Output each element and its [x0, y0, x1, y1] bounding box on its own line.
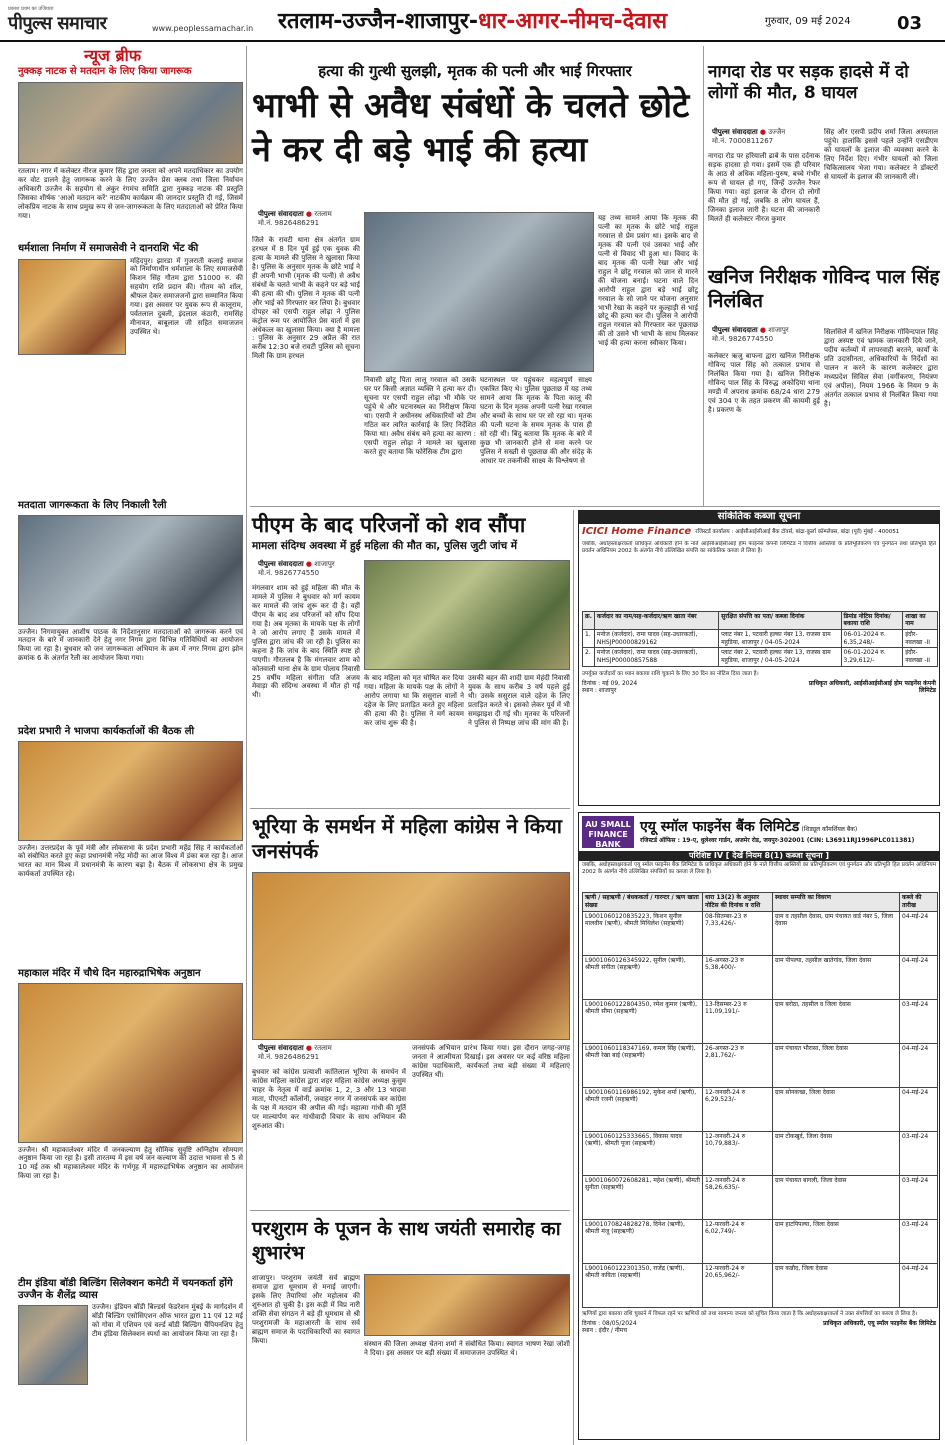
brief-photo: [18, 515, 243, 625]
brief-title: नुक्कड़ नाटक से मतदान के लिए किया जागरूक: [18, 66, 192, 77]
mobile-number: मो.नं. 9826774550: [712, 334, 774, 343]
table-header: धारा 13(2) के अनुसार नोटिस की दिनांक व राशि: [703, 893, 773, 911]
pm-headline: पीएम के बाद परिजनों को शव सौंपा: [252, 513, 526, 537]
lead-photo: [364, 212, 594, 372]
nagda-column-2: सिंह और एसपी प्रदीप शर्मा जिला अस्पताल पहुंचे। हालांकि इससे पहले उन्होंने एसडीएम को घायलों के इलाज की व्यवस्था करने के लिए निर्देश दिए। गंभीर घायलों को जिला चिकित्सालय भेजा गया। कलेक्टर ने डॉक्टरों से घायलों के इलाज की जानकारी ली।: [824, 128, 938, 181]
au-footer: ऋणियों द्वारा बकाया राशि चुकाने में विफल रहने पर ऋणियों को तथा सामान्य जनता को सूचित किया जाता है कि अधोहस्ताक्षरकर्ता ने उक्त संपत्तियों का कब्जा ले लिया है।: [582, 1310, 918, 1317]
brief-title: महाकाल मंदिर में चौथे दिन महारुद्राभिषेक अनुष्ठान: [18, 968, 201, 979]
table-row: 2. मनोज (कर्जदार), रामा यादव (सह-उधारकर्ता), NHSJP00000857588 प्लाट नंबर 2, पटवारी हल्का नंबर 13, राजस्व ग्राम महुडिया, शाजापुर / 04-05-2024 06-01-2024 रु. 3,29,612/- इंदौर- नवलखा -II: [583, 648, 938, 666]
brief-body: उज्जैन। इंडियन बॉडी बिल्डर्स फेडरेशन मुंबई के मार्गदर्शन में बॉडी बिल्डिंग एसोसिएशन ऑफ भारत द्वारा 11 एवं 12 मई को गोवा में एशियन एवं वर्ल्ड बॉडी बिल्डिंग चैंपियनशिप हेतु टीम इंडिया सिलेक्शन स्पर्धा का आयोजन किया जा रहा है।: [92, 1303, 243, 1338]
mobile-number: मो.नं. 9826486291: [258, 218, 320, 227]
mobile-number: मो.नं. 9826486291: [258, 1052, 320, 1061]
au-notice: [578, 812, 940, 1440]
table-header: स्थावर सम्पत्ति का विवरण: [773, 893, 900, 911]
brief-item: [18, 968, 243, 1221]
brief-photo: [18, 1305, 88, 1385]
table-header: डिमांड नोटिस दिनांक/ बकाया राशि: [841, 611, 903, 629]
section-rule: [250, 1210, 570, 1211]
brief-label: न्यूज ब्रीफ: [84, 46, 142, 65]
table-row: L9001070824828278, दिनेश (ऋणी), श्रीमती मंजू (सहऋणी) 12-फरवरी-24 रु 6,02,749/- ग्राम हाटपिपल्या, जिला देवास 03-मई-24: [583, 1219, 938, 1263]
icici-notice: [578, 510, 940, 806]
nagda-column-1: नागदा रोड पर हरियाली ढाबे के पास दर्दनाक सड़क हादसा हो गया। इसमें एक ही परिवार के आठ से अधिक महिला-पुरुष, बच्चे गंभीर रूप से घायल हो गए, जिन्हें उज्जैन रैफर किया गया। वहां इलाज के दौरान दो लोगों की मौत हो गई, जबकि 8 लोग घायल हैं, जिनका इलाज जारी है। घटना की जानकारी मिलते ही कलेक्टर नीरज कुमार: [708, 152, 820, 223]
brief-title: धर्मशाला निर्माण में समाजसेवी ने दानराशि भेंट की: [18, 243, 199, 254]
brief-body: उज्जैन। उत्तरप्रदेश के पूर्व मंत्री और लोकसभा के प्रदेश प्रभारी महेंद्र सिंह ने कार्यकर्ताओं को संबोधित करते हुए कहा प्रधानमंत्री नरेंद्र मोदी का आज विश्व में डंका बज रहा है। आज भारत का मान विश्व में प्रधानमंत्री के कारण बढ़ा है। बैठक में लोकसभा क्षेत्र के प्रमुख कार्यकर्ता उपस्थित रहे।: [18, 843, 243, 879]
table-row: L9001060116986192, मुकेश शर्मा (ऋणी), श्रीमती रजनी (सहऋणी) 12-जनवरी-24 रु 6,29,523/- ग्राम सोनकच्छ, जिला देवास 04-मई-24: [583, 1087, 938, 1131]
brief-title: मतदाता जागरूकता के लिए निकाली रैली: [18, 500, 167, 511]
brief-body: रतलाम। नगर में कलेक्टर नीरज कुमार सिंह द्वारा जनता को अपने मतदाधिकार का उपयोग कर वोट डालने हेतु जागरूक करने के लिए उज्जैन प्रेस क्लब तथा जिला निर्वाचन अधिकारी उज्जैन के सहयोग से अंकुर रंगमंच समिति द्वारा नुक्कड़ नाटक की प्रस्तुति जिसका शीर्षक 'आओ मतदान करें' नाटकीय कार्यक्रम की जानदार प्रस्तुति दी गई, जिसमें लोकप्रिय नाटक के साथ प्रमुख रूप से जन-जागरूकता के लिए मतदाताओं को प्रेरित किया गया।: [18, 166, 243, 220]
parshuram-headline: परशुराम के पूजन के साथ जयंती समारोह का शुभारंभ: [252, 1218, 561, 1264]
lead-headline: भाभी से अवैध संबंधों के चलते छोटे ने कर दी बड़े भाई की हत्या: [252, 86, 690, 171]
table-header: ऋणी / सहऋणी / बंधककर्ता / गारन्टर / ऋण खाता संख्या: [583, 893, 703, 911]
lead-byline: पीपुल्स संवाददाता ● रतलाम मो.नं. 9826486291: [258, 210, 370, 228]
au-intro: जबकि, अधोहस्ताक्षरकर्ता एयू स्मॉल फाइनेंस बैंक लिमिटेड के प्राधिकृत अधिकारी होने के नाते वित्तीय आस्तियों का प्रतिभूतिकरण एवं पुनर्गठन और प्रतिभूति हित प्रवर्तन अधिनियम 2002 के अंतर्गत नीचे उल्लिखित संपत्तियों का कब्जा ले लिया है।: [582, 862, 936, 876]
lead-story: [252, 62, 698, 172]
bhuriya-photo: [252, 872, 570, 1040]
brand-logo: [8, 6, 148, 36]
table-row: L9001060118347169, कमल सिंह (ऋणी), श्रीमती रेखा बाई (सहऋणी) 26-अगस्त-23 रु 2,81,762/- ग्राम पंचायत भौरासा, जिला देवास 04-मई-24: [583, 1043, 938, 1087]
parshuram-photo: [364, 1274, 570, 1336]
website-url: www.peoplessamachar.in: [152, 24, 254, 33]
pm-column-3: उसकी बहन की शादी ग्राम मेहंदी निवासी युवक के साथ करीब 3 वर्ष पहले हुई थी। उसके ससुराल वाले दहेज के लिए प्रताड़ित करते थे। इसको लेकर पूर्व में भी समझाइश दी गई थी। मृतका के परिजनों ने पुलिस से निष्पक्ष जांच की मांग की है।: [468, 674, 570, 727]
khanij-byline: पीपुल्स संवाददाता ● शाजापुर मो.नं. 9826774550: [712, 326, 824, 344]
pm-column-1: मंगलवार शाम को हुई महिला की मौत के मामले में पुलिस ने बुधवार को मर्ग कायम कर मामले की जांच शुरू कर दी है। वहीं पीएम के बाद शव परिजनों को सौंप दिया गया है। अब मृतका के मायके पक्ष के लोगों ने जो आरोप लगाए हैं उसके मामले में पुलिस द्वारा जांच की जा रही है। पुलिस का कहना है कि जांच के बाद स्थिति स्पष्ट हो पाएगी। गौरतलब है कि मंगलवार शाम को कोतवाली थाना क्षेत्र के ग्राम पोलाय निवासी 25 वर्षीय महिला संगीता पति अजय मेवाड़ा की संदिग्ध अवस्था में मौत हो गई थी।: [252, 584, 360, 700]
au-title-note: (शिड्यूल कॉमर्शियल बैंक): [801, 826, 858, 834]
brief-body: उज्जैन। निगमायुक्त आशीष पाठक के निर्देशानुसार मतदाताओं को जागरूक करने एवं मतदान के बारे में जानकारी देने हेतु नगर निगम द्वारा विभिन्न गतिविधियों का आयोजन किया जा रहा है। बुधवार को जन जागरूकता अभियान के क्रम में नगर निगम द्वारा झोन क्रमांक 6 के अंतर्गत रैली का आयोजन किया गया।: [18, 627, 243, 663]
mobile-number: मो.नं. 7000811267: [712, 136, 774, 145]
brief-item: [18, 500, 243, 700]
brief-photo: [18, 741, 243, 841]
au-place: स्थान : इंदौर / नीमच: [582, 1327, 628, 1335]
parshuram-column-2: संस्थान की जिला अध्यक्ष चेतना शर्मा ने संबोधित किया। स्वागत भाषण रेखा जोशी ने दिया। इस अवसर पर बड़ी संख्या में समाजजन उपस्थित थे।: [364, 1340, 570, 1357]
table-header: क्र.: [583, 611, 595, 629]
brief-body: महिदपुर। झारडा में गुजराती कलाई समाज को निर्माणाधीन धर्मशाला के लिए समाजसेवी किशन सिंह गौतम द्वारा 51000 रु. की सहयोग राशि प्रदान की। गौतम को शॉल, श्रीफल देकर समाजजनों द्वारा सम्मानित किया गया। इस अवसर पर युवक रूप से कालूराम, पर्वतलाल दुबली, इंदलाल कंठारी, रामसिंह मीनावत, बाबूलाल जी सहित समाजजन उपस्थित थे।: [130, 256, 243, 337]
table-row: L9001060125333665, विकास यादव (ऋणी), श्रीमती पूजा (सहऋणी) 12-जनवरी-24 रु 10,79,883/- ग्राम टोंकखुर्द, जिला देवास 03-मई-24: [583, 1131, 938, 1175]
mobile-number: मो.नं. 9826774550: [258, 568, 320, 577]
brief-item: [18, 243, 243, 445]
brief-item: [18, 66, 243, 227]
table-header: कर्जदार का नाम/सह-कर्जदार/ऋण खाता नंबर: [594, 611, 718, 629]
khanij-column-1: कलेक्टर ऋजु बाफना द्वारा खनिज निरीक्षक गोविन्द पाल सिंह को तत्काल प्रभाव से निलंबित किया गया है। खनिज निरीक्षक गोविन्द पाल सिंह के विरुद्ध अकोदिया थाना मण्डी में अपराध क्रमांक 68/24 धारा 279 एवं 304 ए के तहत प्रकरण की कायमी हुई है। प्रकरण के: [708, 352, 820, 414]
table-row: L9001060122301350, राजेंद्र (ऋणी), श्रीमती कविता (सहऋणी) 12-फरवरी-24 रु 20,65,962/- ग्राम कन्नौद, जिला देवास 04-मई-24: [583, 1263, 938, 1307]
au-table: [582, 892, 938, 1307]
icici-logo: ICICI Home Finance: [582, 525, 692, 537]
au-date: दिनांक : 08/05/2024: [582, 1319, 637, 1327]
lead-kicker: हत्या की गुत्थी सुलझी, मृतक की पत्नी और भाई गिरफ्तार: [318, 62, 632, 80]
icici-place: स्थान : शाजापुर: [582, 687, 617, 695]
brief-item: [18, 726, 243, 944]
lead-column-1: जिले के रावटी थाना क्षेत्र अंतर्गत ग्राम हरथल में 8 दिन पूर्व हुई एक युवक की हत्या के मामले की पुलिस ने खुलासा किया है। पुलिस के अनुसार मृतक के छोटे भाई ने ही अपनी भाभी (मृतक की पत्नी) से अवैध संबंधों के चलते भाभी के कहने पर बड़े भाई की हत्या की थी। पुलिस ने मृतक की पत्नी और भाई को गिरफ्तार कर लिया है। बुधवार दोपहर को एसपी राहुल लोढ़ा ने पुलिस कंट्रोल रूम पर आयोजित प्रेस वार्ता में इस अंधेकत्ल का खुलासा किया। क्या है मामला : पुलिस के अनुसार 29 अप्रैल की रात करीब 12:30 बजे रावटी पुलिस को सूचना मिली कि ग्राम हरथल: [252, 236, 360, 361]
lead-column-4: यह तथ्य सामने आया कि मृतक की पत्नी का मृतक के छोटे भाई राहुल गरवाल से प्रेम प्रसंग था। इसके बाद से मृतक की पत्नी एवं उसका भाई और पत्नी से विवाद भी हुआ था। विवाद के बाद मृतक की पत्नी रेखा और भाई राहुल ने छोटू गरवाल को जान से मारने की योजना बनाई। घटना वाले दिन आरोपी राहुल द्वारा बड़े भाई छोटू गरवाल के सो जाने पर योजना अनुसार भाभी रेखा के कहने पर कुल्हाड़ी से भाई छोटू की हत्या कर दी। पुलिस ने आरोपी राहुल गरवाल को गिरफ्तार कर पूछताछ की तो उसने भी भाभी के साथ मिलकर भाई की हत्या करना स्वीकार किया।: [598, 214, 698, 348]
brief-body: उज्जैन। श्री महाकालेश्वर मंदिर में जनकल्याण हेतु सौमिक सुवृष्टि अग्निहोम सोमयाग अनुष्ठान किया जा रहा है। इसी तारतम्य में इस वर्ष जन कल्याण की उदात्त भावना से 5 से 10 मई तक श्री महाकालेश्वर मंदिर के गर्भगृह में महारुद्राभिषेक अनुष्ठान का आयोजन किया जा रहा है।: [18, 1145, 243, 1181]
table-row: L9001060072608281, महेश (ऋणी), श्रीमती सुनीता (सहऋणी) 12-जनवरी-24 रु 58,26,635/- ग्राम पंचायत बागली, जिला देवास 03-मई-24: [583, 1175, 938, 1219]
brief-item: [18, 1278, 243, 1431]
au-address: रजिस्टर्ड ऑफिस : 19-ए, धुलेश्वर गार्डन, अजमेर रोड, जयपुर-302001 (CIN: L36911RJ1996PLC011381): [640, 837, 915, 845]
page-number: 03: [897, 13, 923, 34]
table-row: L9001060120835223, किशन सुनील मालवीय (ऋणी), श्रीमती मिथिलेश (सहऋणी) 08-सितम्बर-23 रु 7,33,426/- ग्राम व तहसील देवास, ग्राम पंचायत वार्ड नंबर 5, जिला देवास 04-मई-24: [583, 911, 938, 955]
parshuram-column-1: शाजापुर। परशुराम जयंती सर्व ब्राह्मण समाज द्वारा धूमधाम से मनाई जाएगी। इसके लिए तैयारियां और महोत्सव की शुरुआत हो चुकी है। इस कड़ी में विप्र नारी शक्ति सेवा संगठन ने बड़े ही धूमधाम से श्री परशुरामजी के महाआरती के साथ सर्व ब्राह्मण समाज के पदाधिकारियों का स्वागत किया।: [252, 1274, 360, 1345]
column-rule: [573, 510, 574, 1445]
icici-signature: प्राधिकृत अधिकारी, आईसीआईसीआई होम फाइनेंस कंपनी लिमिटेड: [808, 679, 936, 695]
icici-footer: उपर्युक्त कर्जदारों का ध्यान बकाया राशि चुकाने के लिए 30 दिन का नोटिस दिया जाता है।: [582, 670, 759, 677]
icici-section-title: सांकेतिक कब्जा सूचना: [579, 511, 939, 524]
table-header: कब्जे की तारीख: [900, 893, 938, 911]
au-signature: प्राधिकृत अधिकारी, एयू स्मॉल फाइनेंस बैंक लिमिटेड: [823, 1319, 936, 1327]
icici-address: रजिस्टर्ड कार्यालय : आईसीआईसीआई बैंक टॉवर्स, बांद्रा-कुर्ला कॉम्प्लेक्स, बांद्रा (पूर्व) मुंबई - 400051: [695, 528, 900, 535]
au-title: एयू स्मॉल फाइनेंस बैंक लिमिटेड: [640, 819, 800, 836]
bhuriya-headline: भूरिया के समर्थन में महिला कांग्रेस ने किया जनसंपर्क: [252, 814, 562, 863]
edition-part-1: रतलाम-उज्जैन-शाजापुर-: [278, 9, 479, 34]
masthead: [0, 0, 945, 42]
table-row: L9001060126345922, सुनील (ऋणी), श्रीमती संगीता (सहऋणी) 16-अगस्त-23 रु 5,38,400/- ग्राम पीपल्या, तहसील खातेगांव, जिला देवास 04-मई-24: [583, 955, 938, 999]
bhuriya-column-1: बुधवार को कांग्रेस प्रत्याशी कांतिलाल भूरिया के समर्थन में कांग्रेस महिला कांग्रेस द्वारा शहर महिला कांग्रेस अध्यक्ष कुसुम चाहर के नेतृत्व में वार्ड क्रमांक 1, 2, 3 और 13 भादवा माता, पीएनटी कॉलोनी, जवाहर नगर में जनसंपर्क कर कांग्रेस के पक्ष में मतदान की अपील की गई। महात्मा गांधी की मूर्ति पर माल्यार्पण कर गांधीवादी विचार के साथ अभियान की शुरुआत की।: [252, 1068, 406, 1130]
column-rule: [246, 46, 247, 1441]
table-header: शाखा का नाम: [903, 611, 938, 629]
section-rule: [250, 808, 570, 809]
au-logo: AU SMALL FINANCE BANK: [582, 816, 634, 848]
brief-photo: [18, 259, 126, 355]
pm-column-2: के बाद महिला को मृत घोषित कर दिया गया। महिला के मायके पक्ष के लोगों ने आरोप लगाया था कि ससुराल वालों ने दहेज के लिए प्रताड़ित करते हुए महिला की हत्या की है। पुलिस ने मर्ग कायम कर जांच शुरू की है।: [364, 674, 464, 727]
issue-date: गुरुवार, 09 मई 2024: [765, 16, 851, 27]
table-row: 1. मनोज (कर्जदार), रामा यादव (सह-उधारकर्ता), NHSJP00000829162 प्लाट नंबर 1, पटवारी हल्का नंबर 13, राजस्व ग्राम महुडिया, शाजापुर / 04-05-2024 06-01-2024 रु. 6,35,248/- इंदौर- नवलखा -II: [583, 629, 938, 647]
lead-column-2: निवासी छोटू पिता लालू गरवाल को उसके घर पर किसी अज्ञात व्यक्ति ने हत्या कर दी। सूचना पर एसपी राहुल लोढ़ा भी मौके पर पहुंचे थे और घटनास्थल का निरीक्षण किया था। एसपी ने अधीनस्थ अधिकारियों को टीम गठित कर त्वरित कार्रवाई के लिए निर्देशित किया था। अवैध संबंध बने हत्या का कारण : एसपी राहुल लोढ़ा ने मामले का खुलासा करते हुए बताया कि फोरेंसिक टीम द्वारा: [364, 376, 476, 456]
table-row: L9001060122804350, रमेश कुमार (ऋणी), श्रीमती सीमा (सहऋणी) 13-दिसम्बर-23 रु 11,09,191/- ग्राम बरोठा, तहसील व जिला देवास 03-मई-24: [583, 999, 938, 1043]
brand-name: पीपुल्स समाचार: [8, 13, 107, 35]
au-section-title: परिशिष्ट IV [ देखें नियम 8(1) कब्जा सूचना ]: [579, 851, 939, 861]
khanij-headline: खनिज निरीक्षक गोविन्द पाल सिंह निलंबित: [708, 266, 940, 312]
brief-photo: [18, 82, 243, 164]
brand-tagline: प्रकाश प्रथम का उजियारा: [8, 6, 54, 12]
bhuriya-byline: पीपुल्स संवाददाता ● रतलाम मो.नं. 9826486291: [258, 1044, 370, 1062]
khanij-column-2: सिलसिले में खनिज निरीक्षक गोविन्दपाल सिंह द्वारा अस्पष्ट एवं भ्रामक जानकारी दिये जाने, पदीय कर्तव्यों में लापरवाही बरतने, कार्यों के प्रति उदासीनता, अधिकारियों के निर्देशों का पालन न करने के कारण कलेक्टर द्वारा मध्यप्रदेश सिविल सेवा (वर्गीकरण, नियंत्रण एवं अपील), नियम 1966 के नियम 9 के अंतर्गत तत्काल प्रभाव से निलंबित किया गया है।: [824, 328, 938, 408]
section-rule: [250, 506, 940, 507]
brief-photo: [18, 983, 243, 1143]
pm-subhead: मामला संदिग्ध अवस्था में हुई महिला की मौत का, पुलिस जुटी जांच में: [252, 540, 518, 552]
icici-intro: जबकि, अधोहस्ताक्षरकर्ता प्राधिकृत अधिकारी होने के नाते आईसीआईसीआई होम फाइनेंस कंपनी लिमिटेड ने वित्तीय आस्तियों के प्रतिभूतिकरण एवं पुनर्गठन तथा प्रतिभूति हित प्रवर्तन अधिनियम 2002 के अंतर्गत नीचे उल्लिखित संपत्ति का सांकेतिक कब्जा ले लिया है।: [582, 540, 936, 554]
edition-title: [278, 8, 667, 36]
nagda-byline: पीपुल्स संवाददाता ● उज्जैन मो.नं. 7000811267: [712, 128, 824, 146]
icici-date: दिनांक : मई 09, 2024: [582, 679, 638, 687]
brief-title: प्रदेश प्रभारी ने भाजपा कार्यकर्ताओं की बैठक ली: [18, 726, 195, 737]
table-header: सुरक्षित संपत्ति का पता/ कब्जा दिनांक: [719, 611, 841, 629]
edition-part-2: धार-आगर-नीमच-देवास: [478, 9, 668, 34]
column-rule: [703, 46, 704, 506]
lead-column-3: घटनास्थल पर पहुंचकर महत्वपूर्ण साक्ष्य एकत्रित किए थे। पुलिस पूछताछ में यह तथ्य सामने आया कि मृतक के पिता कालू की घटना के दिन मृतक अपनी पत्नी रेखा गरवाल और बच्चों के साथ घर पर सो रहा था। मृतक की पत्नी घटना के समय मृतक के पास ही सो रही थी। बिंदु बताया कि मृतक के बारे में कुछ भी जानकारी होने से मना करने पर पुलिस ने सख्ती से पूछताछ की और संदेह के आधार पर तकनीकी साक्ष्य के विश्लेषण से: [480, 376, 592, 465]
icici-table: [582, 611, 938, 667]
bhuriya-column-2: जनसंपर्क अभियान प्रारंभ किया गया। इस दौरान जगह-जगह जनता ने आत्मीयता दिखाई। इस अवसर पर कई वरिष्ठ महिला कांग्रेस पदाधिकारी, कार्यकर्ता तथा बड़ी संख्या में महिलाएं उपस्थित थीं।: [412, 1044, 570, 1079]
pm-byline: पीपुल्स संवाददाता ● शाजापुर मो.नं. 9826774550: [258, 560, 370, 578]
brief-title: टीम इंडिया बॉडी बिल्डिंग सिलेक्शन कमेटी में चयनकर्ता होंगे उज्जैन के शैलेंद्र व्यास: [18, 1278, 233, 1301]
pm-photo: [364, 560, 570, 670]
nagda-headline: नागदा रोड पर सड़क हादसे में दो लोगों की मौत, 8 घायल: [708, 62, 909, 104]
